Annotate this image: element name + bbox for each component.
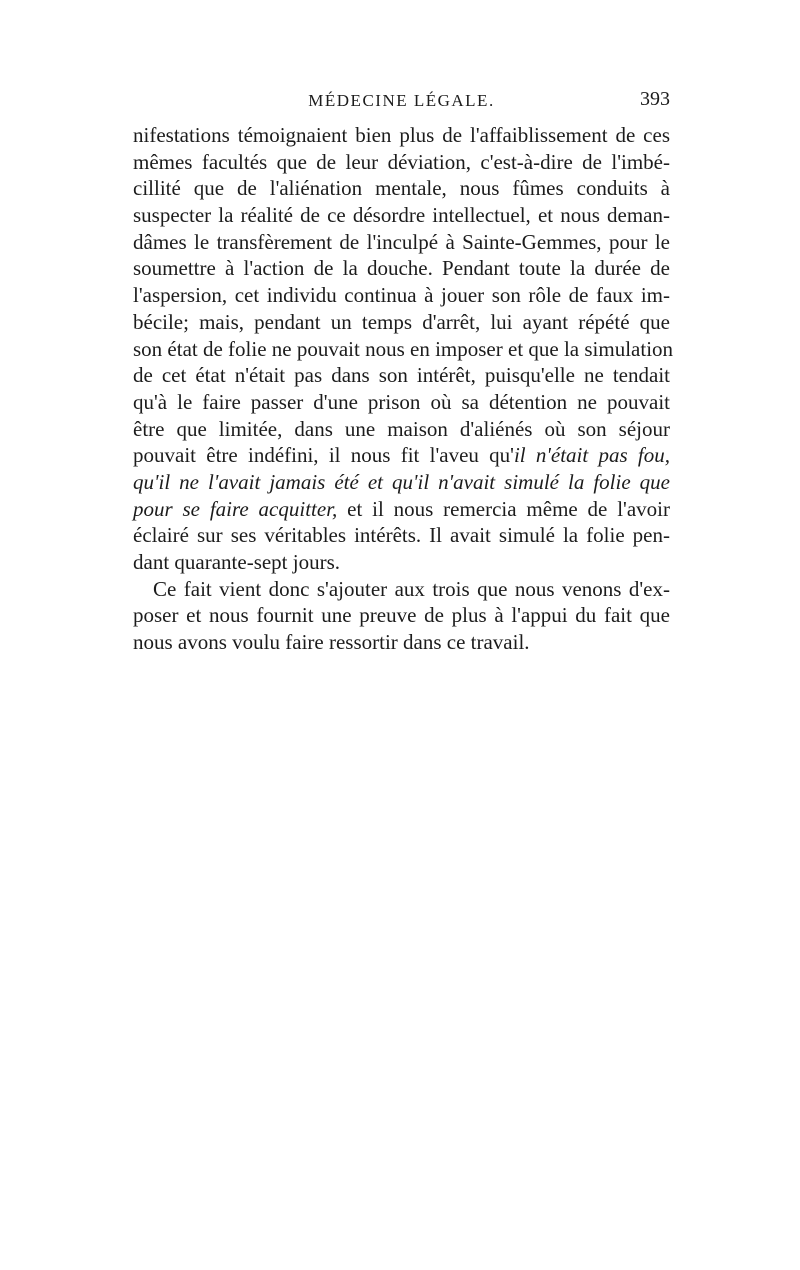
italic-quote: il n'était pas fou, [513, 443, 670, 468]
text-line: cillité que de l'aliénation mentale, nous fûmes conduits à [133, 176, 670, 201]
text-line: nous avons voulu faire ressortir dans ce travail. [133, 630, 530, 655]
text-run: et il nous remercia même de l'avoir [337, 496, 670, 521]
paragraph-2 [133, 576, 670, 656]
text-line: nifestations témoignaient bien plus de l'affaiblissement de ces [133, 123, 670, 147]
text-line: l'aspersion, cet individu continua à jouer son rôle de faux im- [133, 283, 670, 308]
page-number: 393 [640, 88, 670, 110]
running-head [133, 88, 670, 118]
text-line: qu'à le faire passer d'une prison où sa détention ne pouvait [133, 389, 670, 414]
text-line: soumettre à l'action de la douche. Pendant toute la durée de [133, 256, 670, 281]
text-line: dâmes le transfèrement de l'inculpé à Sainte-Gemmes, pour le [133, 229, 670, 254]
running-title: MÉDECINE LÉGALE. [308, 91, 495, 110]
text-line: Ce fait vient donc s'ajouter aux trois que nous venons d'ex- [153, 576, 670, 601]
text-line: poser et nous fournit une preuve de plus à l'appui du fait que [133, 603, 670, 628]
text-run: pouvait être indéfini, il nous fit l'aveu qu' [133, 443, 514, 468]
text-line-mixed [133, 442, 670, 469]
text-line: dant quarante-sept jours. [133, 550, 341, 574]
text-line-italic [133, 469, 670, 496]
text-line: être que limitée, dans une maison d'aliénés où son séjour [133, 416, 670, 441]
text-line: son état de folie ne pouvait nous en imposer et que la simulation [133, 336, 674, 361]
paragraph-1 [133, 122, 674, 576]
text-line: bécile; mais, pendant un temps d'arrêt, lui ayant répété que [133, 309, 670, 334]
text-line-mixed [133, 496, 670, 523]
body-text [133, 122, 674, 656]
italic-quote: qu'il ne l'avait jamais été et qu'il n'avait simulé la folie que [133, 469, 670, 494]
italic-quote: pour se faire acquitter, [133, 496, 338, 521]
text-line: suspecter la réalité de ce désordre intellectuel, et nous deman- [133, 203, 670, 228]
text-line: de cet état n'était pas dans son intérêt, puisqu'elle ne tendait [133, 363, 670, 388]
text-line: éclairé sur ses véritables intérêts. Il avait simulé la folie pen- [133, 523, 670, 548]
text-line: mêmes facultés que de leur déviation, c'est-à-dire de l'imbé- [133, 149, 670, 174]
